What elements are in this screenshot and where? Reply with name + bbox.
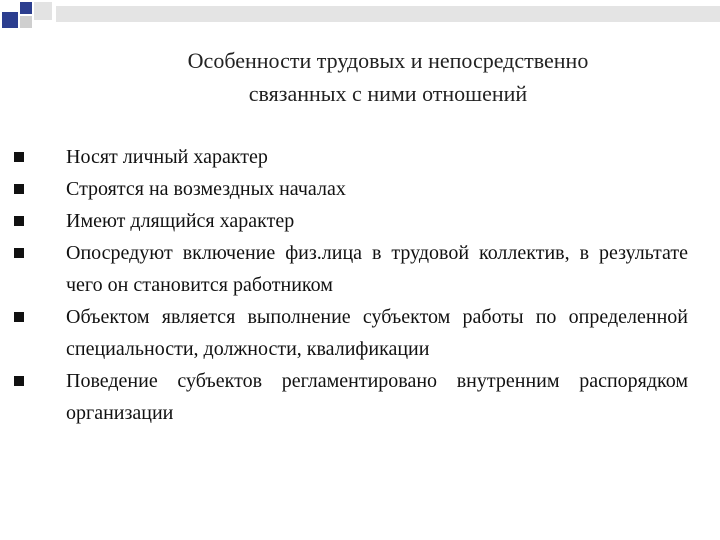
title-line-2: связанных с ними отношений xyxy=(248,81,528,106)
square-bullet-icon xyxy=(14,312,24,322)
bullet-text: Носят личный характер xyxy=(66,146,268,168)
bullet-text: Объектом является выполнение субъектом работы по определенной специальности, должности, квалификации xyxy=(66,306,688,360)
square-bullet-icon xyxy=(14,184,24,194)
bullet-text: Строятся на возмездных началах xyxy=(66,178,346,200)
bullet-list xyxy=(0,141,720,429)
bullet-text: Поведение субъектов регламентировано внутренним распорядком организации xyxy=(66,370,688,424)
bullet-item xyxy=(0,173,688,205)
header-decoration xyxy=(0,0,720,40)
square-bullet-icon xyxy=(14,152,24,162)
deco-bar-gray xyxy=(56,6,720,22)
bullet-item xyxy=(0,365,688,429)
bullet-item xyxy=(0,301,688,365)
bullet-item xyxy=(0,141,688,173)
deco-square-gray xyxy=(20,16,32,28)
bullet-text: Имеют длящийся характер xyxy=(66,210,295,232)
slide-title xyxy=(118,44,658,110)
bullet-item xyxy=(0,205,688,237)
deco-square-blue xyxy=(2,12,18,28)
bullet-item xyxy=(0,237,688,301)
title-line-1: Особенности трудовых и непосредственно xyxy=(187,48,589,73)
deco-square-gray-2 xyxy=(34,2,52,20)
square-bullet-icon xyxy=(14,376,24,386)
square-bullet-icon xyxy=(14,248,24,258)
square-bullet-icon xyxy=(14,216,24,226)
bullet-text: Опосредуют включение физ.лица в трудовой коллектив, в результате чего он становится работником xyxy=(66,242,688,296)
deco-square-blue-small xyxy=(20,2,32,14)
